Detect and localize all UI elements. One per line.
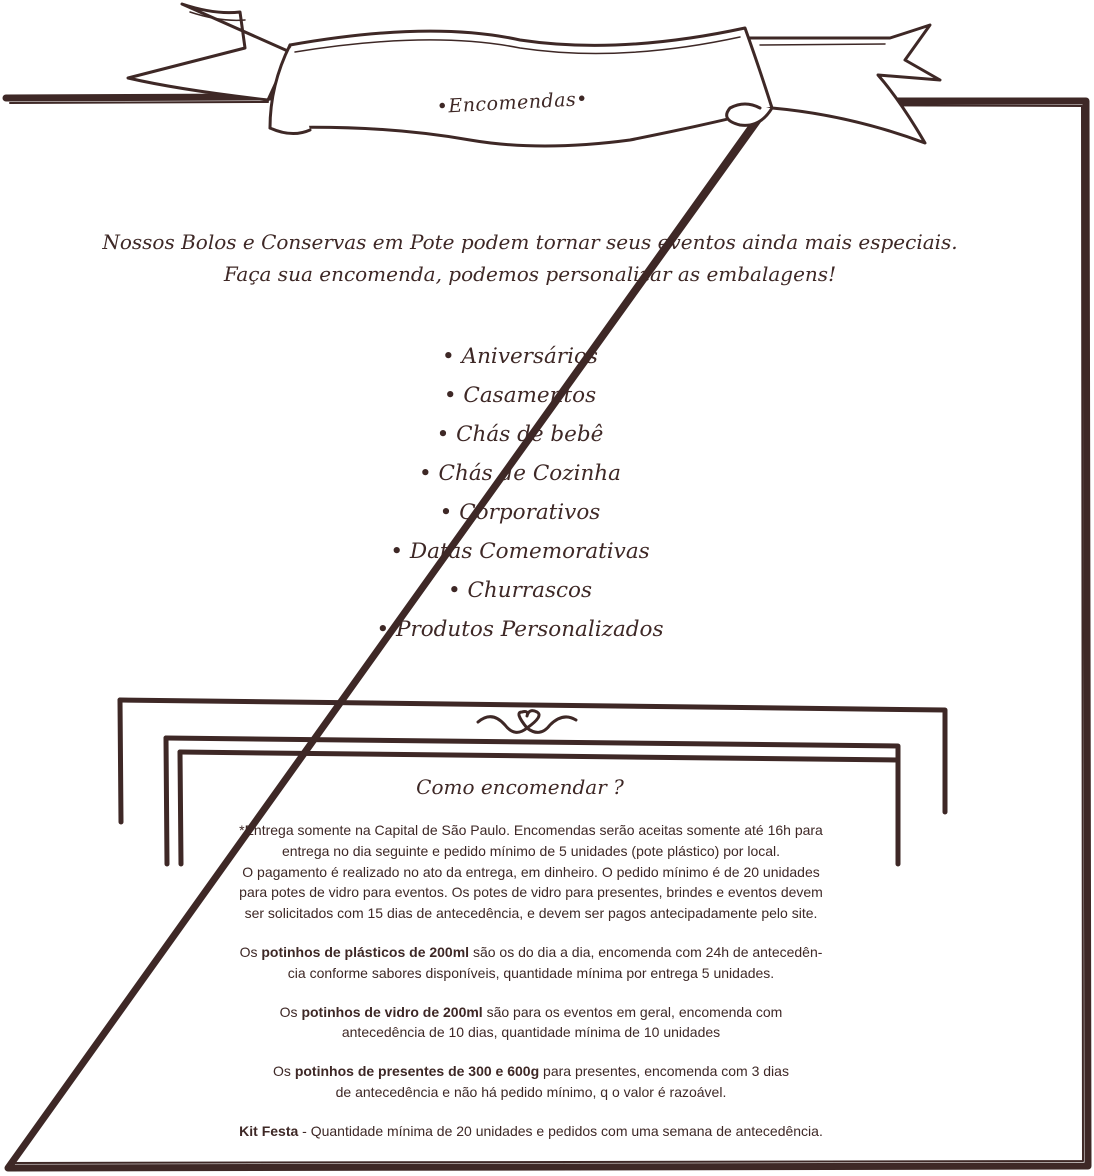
intro-line-1: Nossos Bolos e Conservas em Pote podem tornar seus eventos ainda mais especiais. [102, 230, 958, 254]
text-rest: para presentes, encomenda com 3 dias [539, 1063, 789, 1080]
order-info [195, 820, 867, 1160]
glass-paragraph [195, 1002, 867, 1044]
list-item: • Chás de Cozinha [419, 461, 621, 486]
list-item: • Aniversários [442, 344, 598, 369]
list-item: • Produtos Personalizados [376, 617, 664, 642]
text-line: para potes de vidro para eventos. Os potes de vidro para presentes, brindes e eventos devem [239, 884, 823, 901]
list-item: • Casamentos [443, 383, 597, 408]
howto-title: Como encomendar ? [416, 775, 624, 799]
intro-text [100, 226, 960, 290]
gifts-paragraph [195, 1061, 867, 1103]
text-rest: são para os eventos em geral, encomenda com [482, 1003, 783, 1020]
intro-line-2: Faça sua encomenda, podemos personalizar as embalagens! [223, 262, 837, 286]
bold-term: potinhos de presentes de 300 e 600g [294, 1063, 540, 1080]
plastic-paragraph [195, 942, 867, 984]
heart-flourish-icon [478, 711, 576, 733]
kit-paragraph [195, 1121, 867, 1142]
bold-term: potinhos de vidro de 200ml [301, 1003, 483, 1020]
banner-title: •Encomendas• [436, 88, 589, 118]
list-item: • Datas Comemorativas [390, 539, 650, 564]
text-line: antecedência de 10 dias, quantidade mínima de 10 unidades [341, 1024, 721, 1041]
text-line: O pagamento é realizado no ato da entrega, em dinheiro. O pedido mínimo é de 20 unidades [242, 863, 820, 880]
text-rest: - Quantidade mínima de 20 unidades e pedidos com uma semana de antecedência. [298, 1122, 823, 1139]
text-line: de antecedência e não há pedido mínimo, q o valor é razoável. [335, 1083, 727, 1100]
text-line [195, 1121, 867, 1142]
bold-term: Kit Festa [239, 1122, 299, 1139]
text-prefix: Os [239, 943, 262, 960]
text-line: entrega no dia seguinte e pedido mínimo de 5 unidades (pote plástico) por local. [281, 842, 781, 859]
text-prefix: Os [279, 1003, 302, 1020]
text-prefix: Os [273, 1063, 295, 1080]
text-line [195, 942, 867, 963]
delivery-paragraph [195, 820, 867, 924]
text-line: cia conforme sabores disponíveis, quantidade mínima por entrega 5 unidades. [287, 964, 775, 981]
list-item: • Chás de bebê [436, 422, 604, 447]
bold-term: potinhos de plásticos de 200ml [261, 943, 470, 960]
event-list [300, 337, 740, 649]
text-line: ser solicitados com 15 dias de antecedência, e devem ser pagos antecipadamente pelo site. [244, 905, 818, 922]
list-item: • Churrascos [447, 578, 593, 603]
text-line [195, 1002, 867, 1023]
text-line [195, 1061, 867, 1082]
text-rest: são os do dia a dia, encomenda com 24h de antecedên- [469, 943, 823, 960]
list-item: • Corporativos [439, 500, 601, 525]
text-line: *Entrega somente na Capital de São Paulo. Encomendas serão aceitas somente até 16h para [239, 822, 823, 838]
